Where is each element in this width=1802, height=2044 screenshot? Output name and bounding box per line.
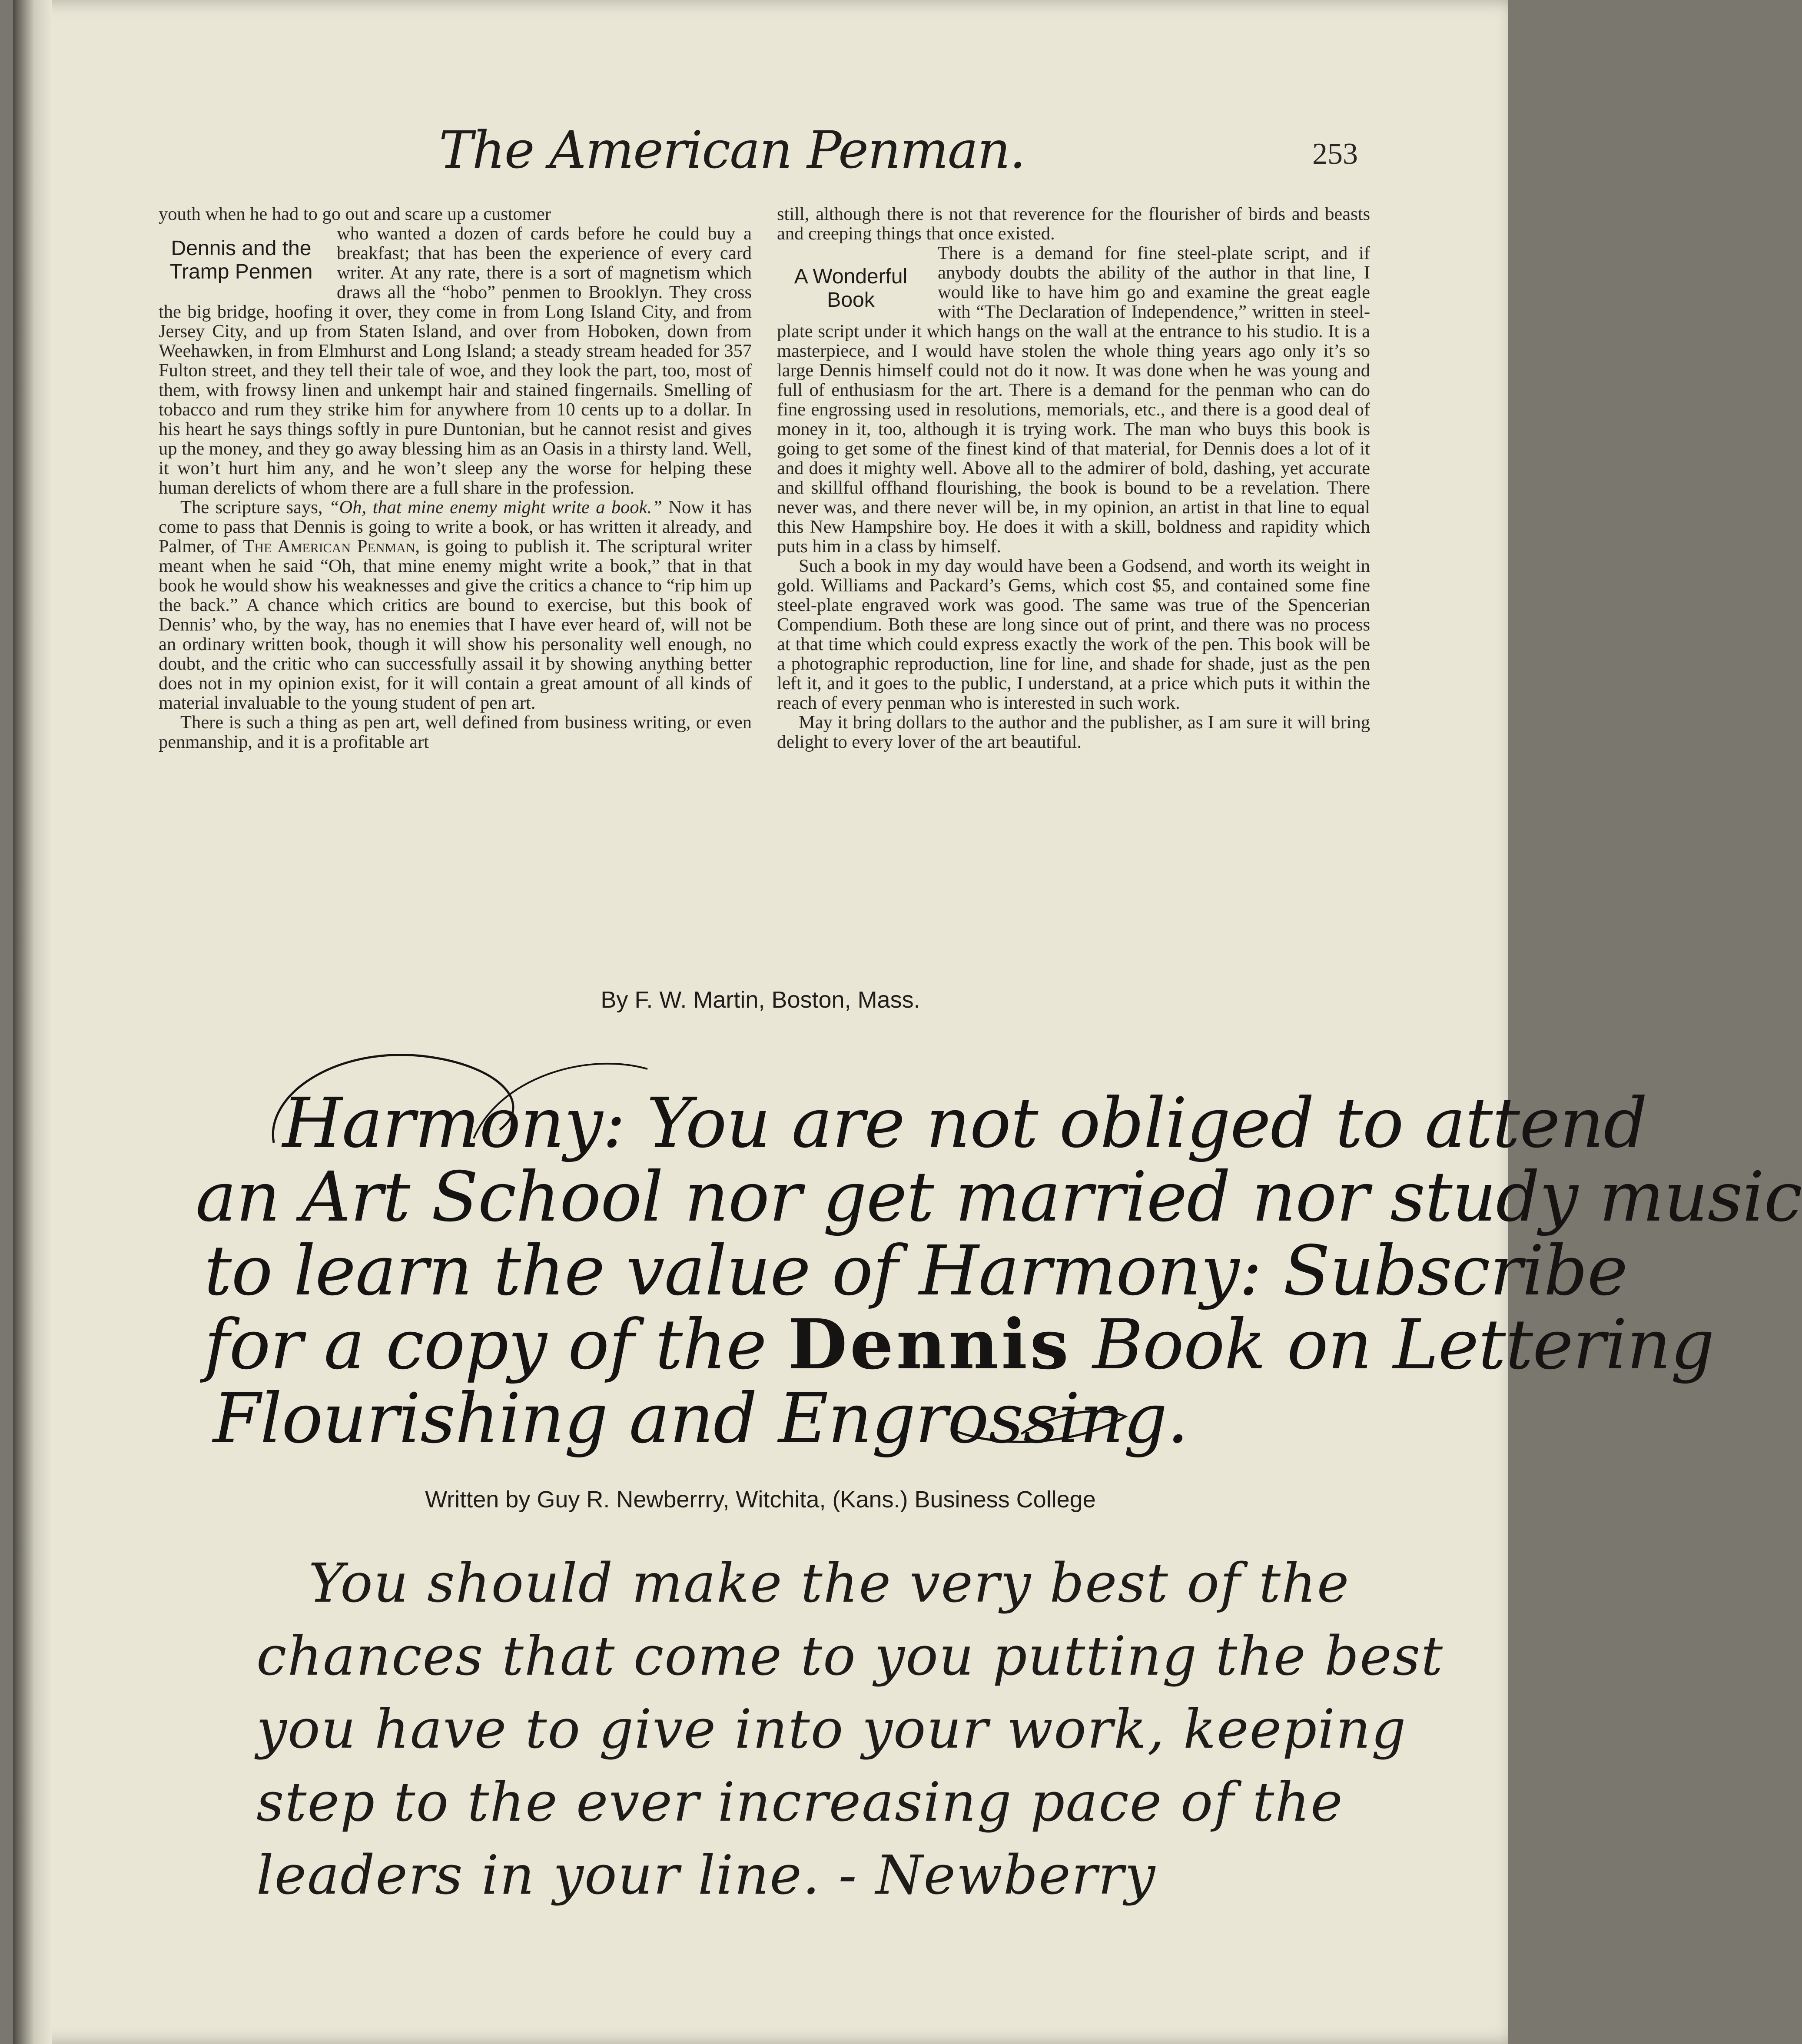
handwriting-specimen xyxy=(178,1547,1444,1912)
paragraph: The scripture says, “Oh, that mine enemy might write a book.” Now it has come to pass that Dennis is going to write a book, or has written it already, and Palmer, of The American Penman, is going to publish it. The scriptural writer meant when he said “Oh, that mine enemy might write a book,” that in that book he would show his weaknesses and give the critics a chance to “rip him up the back.” A chance which critics are bound to exercise, but this book of Dennis’ who, by the way, has no enemies that I have ever heard of, will not be an ordinary written book, though it will show his personality well enough, no doubt, and the critic who can successfully assail it by showing anything better does not in my opinion exist, for it will contain a great amount of all kinds of material invaluable to the young student of pen art. xyxy=(159,497,752,713)
paragraph: There is a demand for fine steel-plate script, and if anybody doubts the ability of the author in that line, I would like to have him go and examine the great eagle with “The Declaration of Independence,” written in steel-plate script under it which hangs on the wall at the entrance to his studio. It is a masterpiece, and I would have stolen the whole thing years ago only it’s so large Dennis himself could not do it now. It was done when he was young and full of enthusiasm for the art. There is a demand for the penman who can do fine engrossing used in resolutions, memorials, etc., and there is a good deal of money in it, too, although it is trying work. The man who buys this book is going to get some of the finest kind of that material, for Dennis does a lot of it and does it mighty well. Above all to the admirer of bold, dashing, yet accurate and skillful offhand flourishing, the book is bound to be a revelation. There never was, and there never will be, in my opinion, an artist in that line to equal this New Hampshire boy. He does it with a skill, boldness and rapidity which puts him in a class by himself. xyxy=(777,243,1370,557)
handwriting-line-3: you have to give into your work, keeping xyxy=(256,1698,1407,1761)
page-number: 253 xyxy=(1312,137,1358,171)
paragraph: who wanted a dozen of cards before he could buy a breakfast; that has been the experience of every card writer. At any rate, there is a sort of magnetism which draws all the “hobo” penmen to Brooklyn. They cross the big bridge, hoofing it over, they come in from Long Island City, and from Jersey City, and up from Staten Island, and over from Hoboken, down from Weehawken, in from Elmhurst and Long Island; a steady stream headed for 357 Fulton street, and they tell their tale of woe, and they look the part, too, most of them, with frowsy linen and unkempt hair and stained fingernails. Smelling of tobacco and rum they strike him for anywhere from 10 cents up to a dollar. In his heart he says things softly in pure Duntonian, but he cannot resist and gives up the money, and they go away blessing him as an Oasis in a thirsty land. Well, it won’t hurt him any, and he won’t sleep any the worse for helping these human derelicts of whom there are a full share in the profession. xyxy=(159,223,752,498)
paragraph: youth when he had to go out and scare up a customer xyxy=(159,204,551,224)
right-column xyxy=(777,204,1370,917)
publication-name: The American Penman, xyxy=(243,536,420,557)
sidehead-wonderful-book: A Wonderful Book xyxy=(794,265,908,312)
flourish-specimen xyxy=(178,1083,1802,1459)
handwriting-line-5: leaders in your line. - Newberry xyxy=(256,1844,1156,1907)
masthead-title: The American Penman. xyxy=(439,120,1025,180)
paragraph: Such a book in my day would have been a Godsend, and worth its weight in gold. Williams and Packard’s Gems, which cost $5, and contained some fine steel-plate engraved work was good. The same was true of the Spencerian Compendium. Both these are long since out of print, and there was no process at that time which could express exactly the work of the pen. This book will be a photographic reproduction, line for line, and shade for shade, just as the pen left it, and it goes to the public, I understand, at a price which puts it within the reach of every penman who is interested in such work. xyxy=(777,556,1370,713)
specimen-byline-newberry: Written by Guy R. Newberrry, Witchita, (Kans.) Business College xyxy=(425,1487,1096,1513)
magazine-page xyxy=(13,0,1802,2044)
handwriting-line-2: chances that come to you putting the best xyxy=(256,1625,1444,1688)
paragraph: still, although there is not that reverence for the flourisher of birds and beasts and creeping things that once existed. xyxy=(777,204,1370,244)
dennis-name-lettering: Dennis xyxy=(787,1304,1072,1385)
flourish-line-4: for a copy of the Dennis Book on Lettering xyxy=(204,1304,1714,1385)
scripture-quote: “Oh, that mine enemy might write a book.” xyxy=(329,497,662,518)
paragraph: May it bring dollars to the author and the publisher, as I am sure it will bring delight to every lover of the art beautiful. xyxy=(777,712,1370,752)
specimen-byline-martin: By F. W. Martin, Boston, Mass. xyxy=(601,987,920,1013)
paragraph: There is such a thing as pen art, well defined from business writing, or even penmanship, and it is a profitable art xyxy=(159,712,752,752)
flourish-line-5: Flourishing and Engrossing. xyxy=(213,1379,1188,1459)
flourish-line-2: an Art School nor get married nor study music xyxy=(196,1157,1802,1237)
binding-gutter xyxy=(13,0,52,2044)
flourish-line-1: Harmony: You are not obliged to attend xyxy=(282,1083,1647,1163)
flourish-line-3: to learn the value of Harmony: Subscribe xyxy=(204,1231,1628,1311)
sidehead-dennis-tramp-penmen: Dennis and the Tramp Penmen xyxy=(169,237,313,283)
handwriting-line-4: step to the ever increasing pace of the xyxy=(256,1771,1344,1834)
closing-flourish-swash xyxy=(952,1404,1134,1451)
handwriting-line-1: You should make the very best of the xyxy=(309,1552,1350,1615)
left-column xyxy=(159,204,752,917)
